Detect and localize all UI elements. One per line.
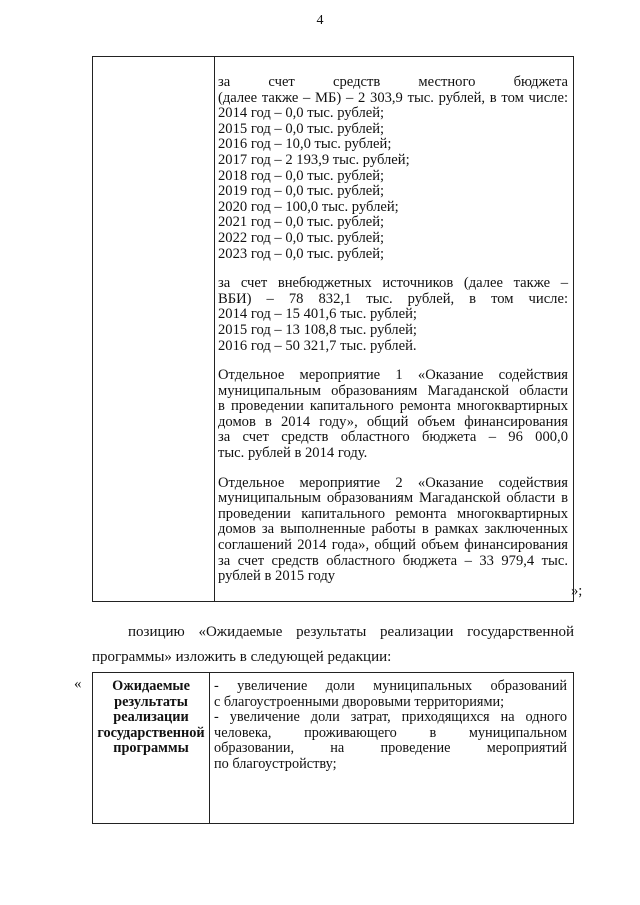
column-divider: [209, 673, 210, 823]
opening-quote: «: [74, 676, 82, 692]
extra-budget-total: ВБИ) – 78 832,1 тыс. рублей, в том числе:: [218, 290, 568, 307]
extra-budget-line: за счет внебюджетных источников (далее также –: [218, 275, 568, 292]
result-item-line: человека, проживающего в муниципальном: [214, 724, 567, 741]
result-item-line: - увеличение доли затрат, приходящихся на одного: [214, 709, 567, 726]
local-year: 2015 год – 0,0 тыс. рублей;: [218, 120, 385, 137]
local-year: 2018 год – 0,0 тыс. рублей;: [218, 167, 385, 184]
page-number: 4: [316, 13, 324, 28]
extra-year: 2014 год – 15 401,6 тыс. рублей;: [218, 306, 417, 323]
funding-cell: [218, 75, 568, 585]
intro-line: позицию «Ожидаемые результаты реализации государственной: [128, 624, 574, 640]
local-year: 2017 год – 2 193,9 тыс. рублей;: [218, 151, 410, 168]
funding-table: [92, 56, 574, 602]
local-year: 2020 год – 100,0 тыс. рублей;: [218, 198, 399, 215]
intro-paragraph: [92, 620, 574, 670]
result-item-line: - увеличение доли муниципальных образований: [214, 678, 567, 694]
local-year: 2014 год – 0,0 тыс. рублей;: [218, 105, 385, 122]
heading-line: государственной: [97, 724, 205, 741]
measure1-line: тыс. рублей в 2014 году.: [218, 445, 368, 462]
extra-year: 2016 год – 50 321,7 тыс. рублей.: [218, 337, 417, 354]
local-year: 2021 год – 0,0 тыс. рублей;: [218, 214, 385, 231]
heading-line: программы: [113, 740, 189, 756]
measure2-line: Отдельное мероприятие 2 «Оказание содействия: [218, 474, 568, 491]
measure1-line: в проведении капитального ремонта многоквартирных: [218, 398, 568, 415]
local-year: 2019 год – 0,0 тыс. рублей;: [218, 183, 385, 200]
results-heading: [93, 679, 209, 757]
closing-quote: »;: [571, 583, 583, 599]
extra-year: 2015 год – 13 108,8 тыс. рублей;: [218, 321, 417, 338]
local-budget-total: (далее также – МБ) – 2 303,9 тыс. рублей, в том числе:: [218, 89, 568, 106]
result-item-line: образовании, на проведение мероприятий: [214, 740, 567, 757]
heading-line: реализации: [113, 709, 189, 725]
measure2-line: домов за выполненные работы в рамках заключенных: [218, 521, 568, 538]
measure2-line: проведении капитального ремонта многоквартирных: [218, 505, 568, 522]
results-table: [92, 672, 574, 824]
result-item-line: по благоустройству;: [214, 755, 337, 772]
local-year: 2023 год – 0,0 тыс. рублей;: [218, 245, 385, 262]
local-budget-line: за счет средств местного бюджета: [218, 74, 568, 90]
measure2-line: за счет средств областного бюджета – 33 979,4 тыс.: [218, 552, 568, 569]
measure2-line: муниципальным образованиям Магаданской области в: [218, 490, 568, 507]
column-divider: [214, 57, 215, 601]
measure1-line: муниципальным образованиям Магаданской области: [218, 382, 568, 399]
intro-line: программы» изложить в следующей редакции:: [92, 649, 392, 665]
results-cell: [214, 679, 567, 773]
local-year: 2016 год – 10,0 тыс. рублей;: [218, 136, 392, 153]
heading-line: результаты: [114, 693, 188, 710]
heading-line: Ожидаемые: [112, 678, 190, 694]
measure2-line: рублей в 2015 году: [218, 568, 336, 585]
measure2-line: соглашений 2014 года», общий объем финансирования: [218, 537, 568, 554]
measure1-line: домов в 2014 году», общий объем финансирования: [218, 413, 568, 430]
measure1-line: за счет средств областного бюджета – 96 000,0: [218, 429, 568, 446]
result-item-line: с благоустроенными дворовыми территориями;: [214, 693, 505, 710]
local-year: 2022 год – 0,0 тыс. рублей;: [218, 229, 385, 246]
measure1-line: Отдельное мероприятие 1 «Оказание содействия: [218, 367, 568, 384]
